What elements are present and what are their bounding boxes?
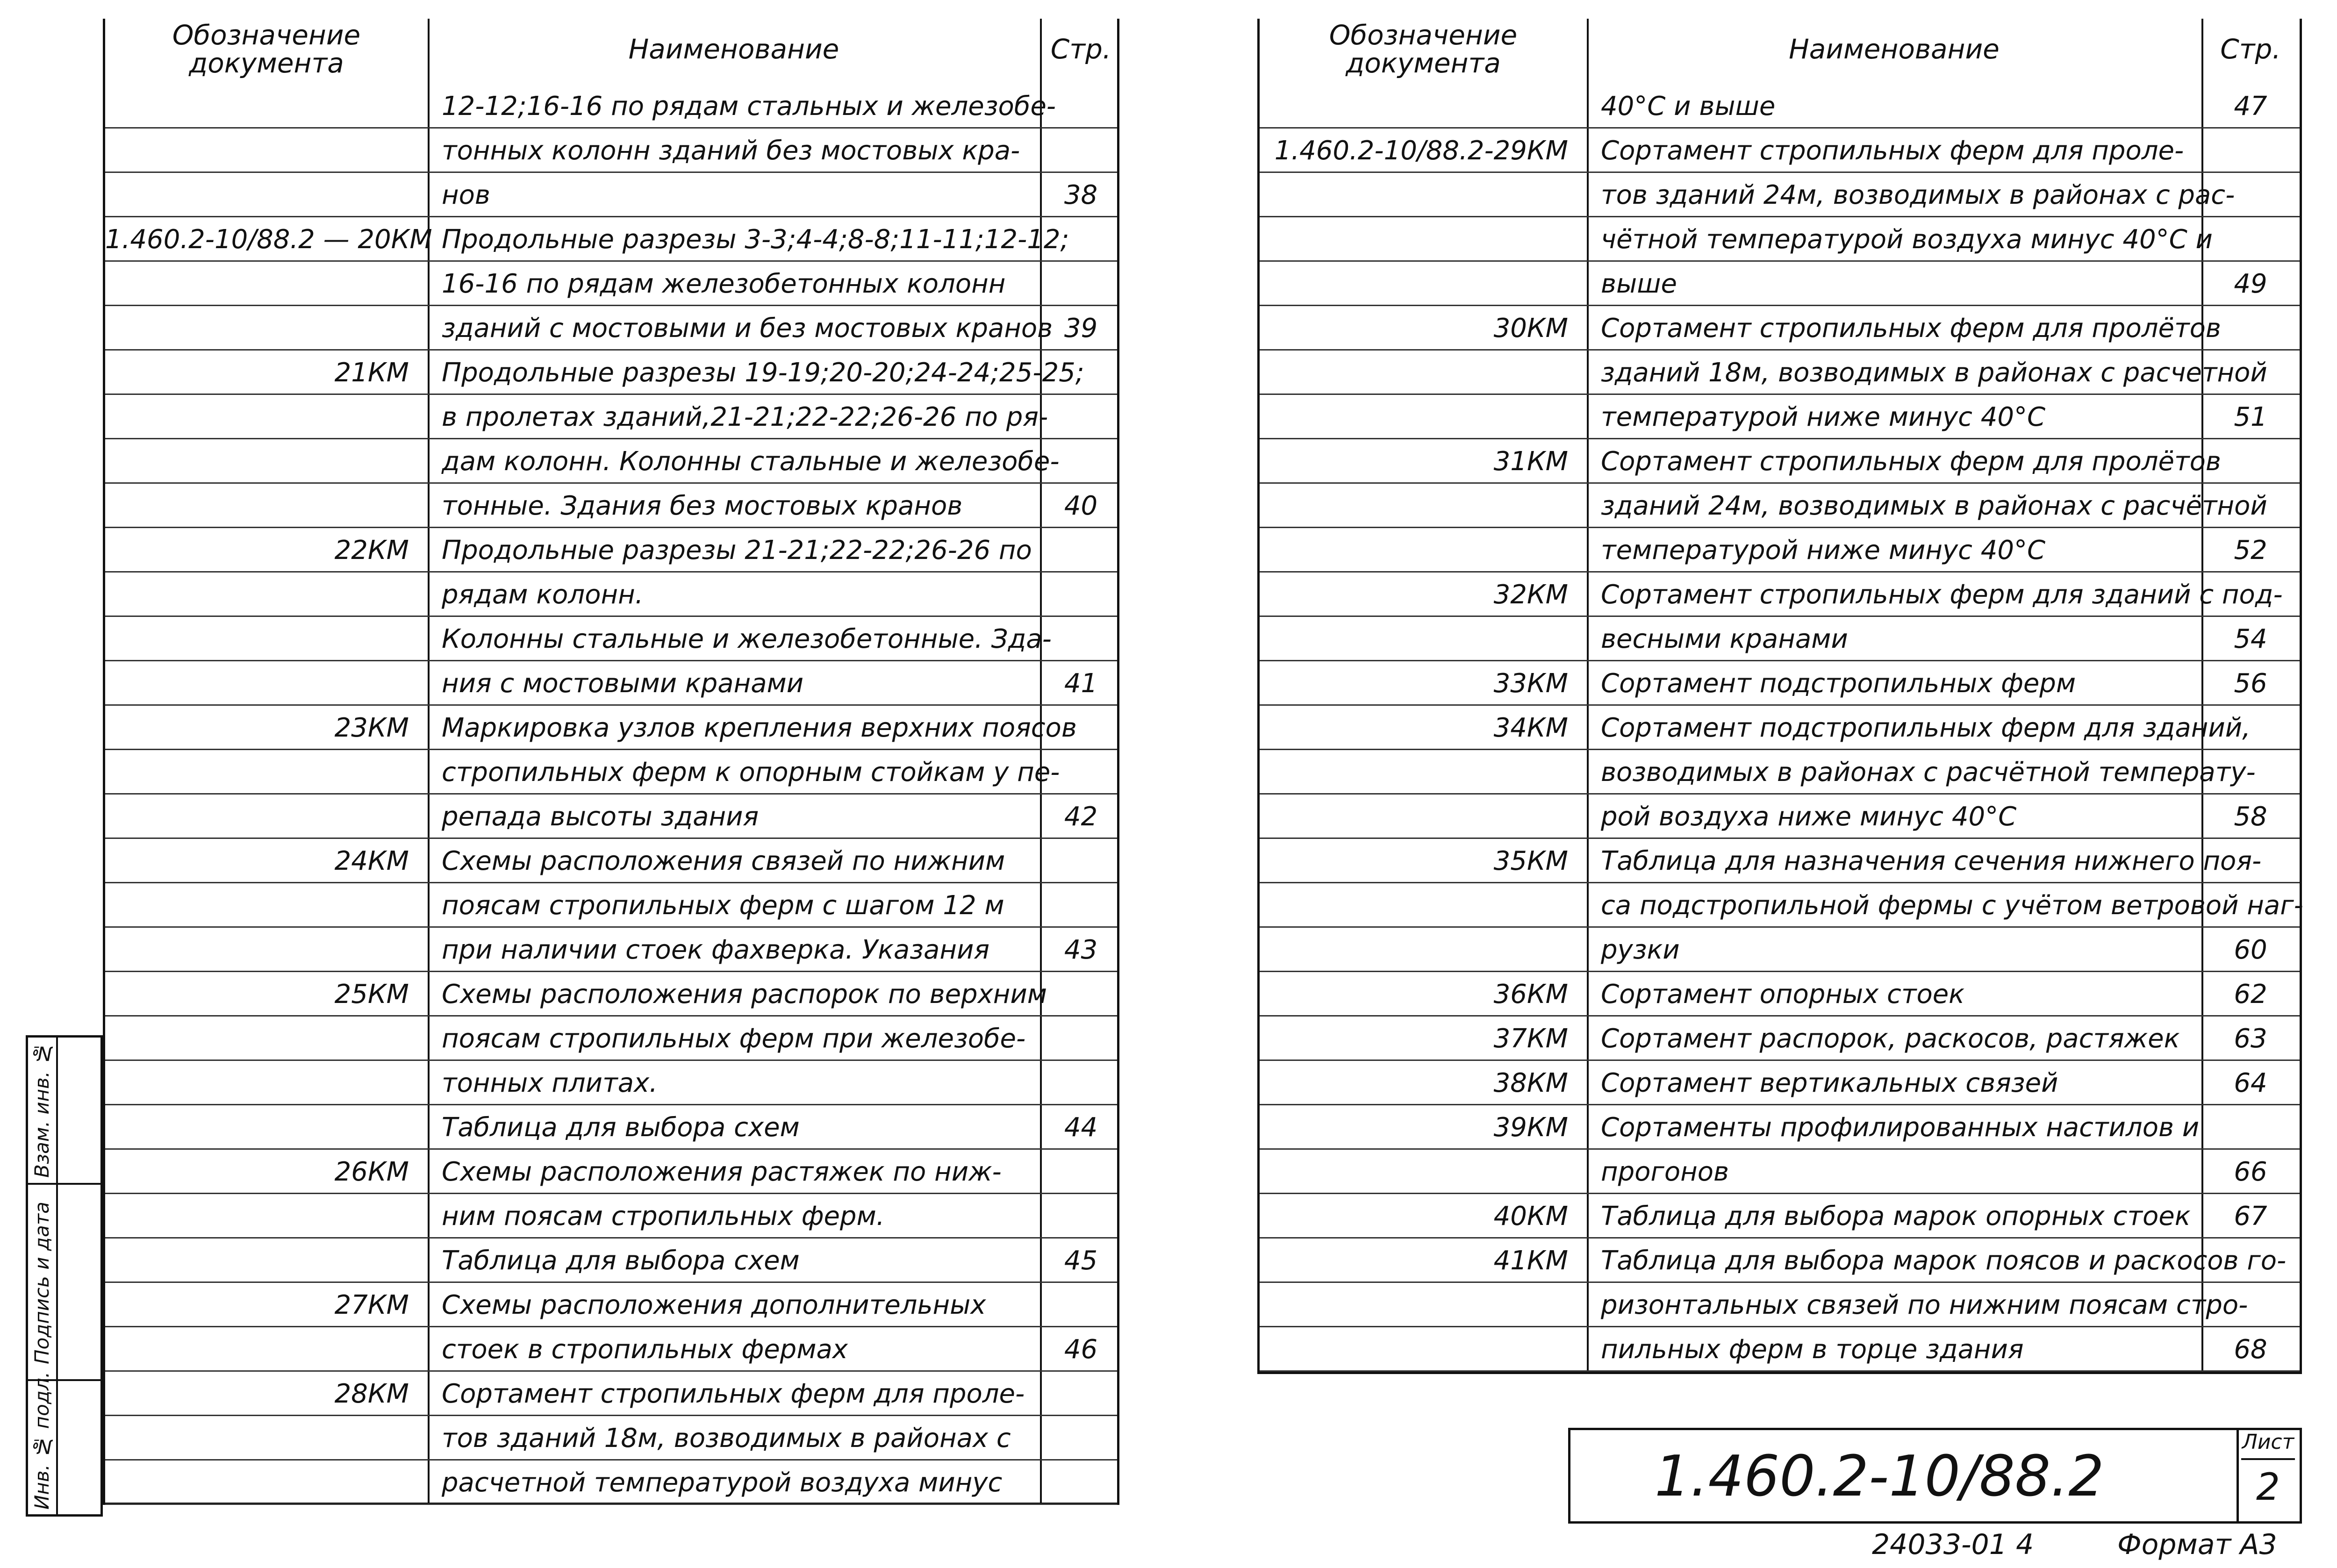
- row-designation: [105, 395, 428, 439]
- table-row: [105, 1194, 1117, 1239]
- row-designation: [1260, 217, 1587, 262]
- row-designation: [105, 84, 428, 129]
- row-designation: 23КМ: [334, 713, 409, 743]
- row-page: [2201, 173, 2300, 217]
- row-designation: [105, 262, 428, 306]
- row-designation: [105, 1194, 428, 1239]
- table-row: [105, 439, 1117, 484]
- table-row: [1260, 661, 2300, 706]
- row-page: [1040, 750, 1122, 795]
- row-page: [1040, 883, 1122, 928]
- row-page: [1040, 351, 1122, 395]
- row-name: Сортамент подстропильных ферм для зданий,: [1601, 713, 2251, 743]
- row-designation: [105, 883, 428, 928]
- row-page: 51: [2234, 402, 2267, 432]
- sheet-label: Лист: [2241, 1430, 2295, 1460]
- row-designation: [1260, 750, 1587, 795]
- header-page: Стр.: [1050, 33, 1111, 65]
- table-row: [105, 972, 1117, 1017]
- table-row: [1260, 306, 2300, 351]
- left-contents-table: [103, 19, 1119, 1505]
- row-name: Таблица для выбора схем: [442, 1112, 800, 1143]
- table-row: [105, 883, 1117, 928]
- table-row: [1260, 617, 2300, 661]
- row-designation: [105, 129, 428, 173]
- row-designation: 32КМ: [1493, 580, 1568, 610]
- row-page: [2201, 351, 2300, 395]
- row-name: Таблица для назначения сечения нижнего поя-: [1601, 846, 2262, 876]
- table-row: [1260, 883, 2303, 928]
- row-page: 60: [2234, 935, 2267, 965]
- table-row: [1260, 1061, 2300, 1105]
- row-name: Сортамент стропильных ферм для пролётов: [1601, 313, 2221, 344]
- row-name: весными кранами: [1601, 624, 1848, 654]
- row-designation: 34КМ: [1493, 713, 1568, 743]
- row-name: са подстропильной фермы с учётом ветровой наг-: [1601, 890, 2303, 921]
- table-row: [105, 750, 1117, 795]
- row-designation: [105, 795, 428, 839]
- header-designation: Обозначение документа: [1329, 19, 1518, 79]
- table-row: [1260, 928, 2300, 972]
- row-designation: 31КМ: [1493, 446, 1568, 477]
- row-page: [1040, 573, 1122, 617]
- table-row: [1260, 750, 2300, 795]
- row-name: пильных ферм в торце здания: [1601, 1334, 2024, 1365]
- row-name: Продольные разрезы 19-19;20-20;24-24;25-25;: [442, 358, 1084, 388]
- row-page: 66: [2234, 1157, 2267, 1187]
- table-row: [1260, 839, 2300, 883]
- row-designation: [105, 617, 428, 661]
- table-row: [105, 528, 1117, 573]
- row-page: [1040, 839, 1122, 883]
- row-page: 62: [2234, 979, 2267, 1010]
- row-name: зданий 24м, возводимых в районах с расчётной: [1601, 491, 2267, 521]
- row-page: 39: [1064, 313, 1098, 344]
- row-designation: [105, 439, 428, 484]
- archive-number: 24033-01 4: [1872, 1528, 2034, 1561]
- row-page: 68: [2234, 1334, 2267, 1365]
- row-designation: [1260, 928, 1587, 972]
- row-name: расчетной температурой воздуха минус: [442, 1468, 1003, 1498]
- row-name: Сортамент стропильных ферм для проле-: [1601, 136, 2184, 166]
- row-designation: 1.460.2-10/88.2-29КМ: [1274, 136, 1568, 166]
- row-page: 38: [1064, 180, 1098, 210]
- row-designation: 30КМ: [1493, 313, 1568, 344]
- row-page: 63: [2234, 1024, 2267, 1054]
- row-name: тов зданий 24м, возводимых в районах с рас-: [1601, 180, 2235, 210]
- row-page: [1040, 439, 1122, 484]
- document-code: 1.460.2-10/88.2: [1655, 1444, 2104, 1509]
- row-designation: 38КМ: [1493, 1068, 1568, 1098]
- row-designation: 27КМ: [334, 1290, 409, 1320]
- table-row: [105, 1105, 1117, 1150]
- table-row: [105, 839, 1117, 883]
- row-name: выше: [1601, 269, 1677, 299]
- row-name: Продольные разрезы 21-21;22-22;26-26 по: [442, 535, 1032, 566]
- table-row: [1260, 217, 2300, 262]
- row-name: стоек в стропильных фермах: [442, 1334, 848, 1365]
- row-designation: 39КМ: [1493, 1112, 1568, 1143]
- row-page: 67: [2234, 1201, 2267, 1231]
- row-page: [2201, 706, 2300, 750]
- header-page: Стр.: [2220, 33, 2281, 65]
- row-name: стропильных ферм к опорным стойкам у пе-: [442, 757, 1060, 788]
- row-designation: [1260, 351, 1587, 395]
- table-row: [1260, 173, 2300, 217]
- table-row: [105, 173, 1117, 217]
- row-page: [2201, 573, 2300, 617]
- row-page: 41: [1064, 668, 1098, 699]
- row-page: 47: [2234, 91, 2267, 122]
- row-page: 42: [1064, 802, 1098, 832]
- row-name: репада высоты здания: [442, 802, 759, 832]
- row-page: 64: [2234, 1068, 2267, 1098]
- table-row: [105, 484, 1117, 528]
- table-row: [105, 306, 1117, 351]
- row-page: [2201, 1105, 2300, 1150]
- row-page: 52: [2234, 535, 2267, 566]
- header-name: Наименование: [628, 33, 839, 65]
- row-name: Схемы расположения растяжек по ниж-: [442, 1157, 1002, 1187]
- row-name: 40°С и выше: [1601, 91, 1776, 122]
- row-page: [1040, 706, 1122, 750]
- row-designation: 22КМ: [334, 535, 409, 566]
- row-page: [2201, 439, 2300, 484]
- row-designation: [105, 1105, 428, 1150]
- row-name: тонных плитах.: [442, 1068, 658, 1098]
- sheet-number: 2: [2256, 1465, 2280, 1509]
- replaces-inv-label: Взам. инв. №: [30, 1042, 53, 1178]
- table-row: [1260, 129, 2300, 173]
- table-row: [1260, 1283, 2300, 1327]
- row-designation: [105, 1061, 428, 1105]
- row-designation: [105, 1416, 428, 1461]
- table-row: [105, 262, 1117, 306]
- row-page: [2201, 129, 2300, 173]
- row-designation: [1260, 883, 1587, 928]
- row-designation: [105, 661, 428, 706]
- table-row: [1260, 262, 2300, 306]
- table-row: [105, 1017, 1117, 1061]
- row-designation: [105, 1461, 428, 1505]
- row-page: [2201, 883, 2300, 928]
- table-row: [105, 1239, 1117, 1283]
- table-row: [1260, 528, 2300, 573]
- row-name: Схемы расположения связей по нижним: [442, 846, 1005, 876]
- row-page: [1040, 1194, 1122, 1239]
- table-row: [1260, 395, 2300, 439]
- row-page: [1040, 1061, 1122, 1105]
- row-designation: 24КМ: [334, 846, 409, 876]
- row-page: [1040, 1017, 1122, 1061]
- row-name: Схемы расположения распорок по верхним: [442, 979, 1047, 1010]
- row-designation: [105, 750, 428, 795]
- table-row: [105, 617, 1117, 661]
- row-page: [1040, 1150, 1122, 1194]
- table-row: [1260, 1150, 2300, 1194]
- inv-original-label: Инв. № подл.: [30, 1371, 53, 1510]
- row-designation: 41КМ: [1493, 1246, 1568, 1276]
- table-row: [1260, 1327, 2300, 1372]
- row-page: [1040, 528, 1122, 573]
- table-row: [1260, 1239, 2300, 1283]
- row-designation: [1260, 173, 1587, 217]
- row-page: [2201, 1239, 2300, 1283]
- row-designation: [105, 173, 428, 217]
- title-block-divider: [2237, 1430, 2239, 1521]
- row-name: чётной температурой воздуха минус 40°С и: [1601, 224, 2213, 255]
- row-name: Сортамент стропильных ферм для проле-: [442, 1379, 1025, 1409]
- table-row: [105, 1461, 1117, 1505]
- row-page: [2201, 839, 2300, 883]
- row-page: 44: [1064, 1112, 1098, 1143]
- row-name: Таблица для выбора марок опорных стоек: [1601, 1201, 2191, 1231]
- table-row: [105, 1327, 1117, 1372]
- table-row: [1260, 795, 2300, 839]
- row-name: тов зданий 18м, возводимых в районах с: [442, 1423, 1011, 1453]
- row-name: зданий с мостовыми и без мостовых кранов: [442, 313, 1053, 344]
- row-page: [1040, 1372, 1122, 1416]
- row-designation: [1260, 395, 1587, 439]
- row-name: дам колонн. Колонны стальные и железобе-: [442, 446, 1060, 477]
- title-block: [1568, 1428, 2302, 1524]
- row-page: [1040, 395, 1122, 439]
- row-page: 45: [1064, 1246, 1098, 1276]
- row-page: [1040, 1416, 1122, 1461]
- table-row: [1260, 706, 2300, 750]
- table-row: [1260, 84, 2300, 129]
- row-name: температурой ниже минус 40°С: [1601, 402, 2046, 432]
- row-name: зданий 18м, возводимых в районах с расчетной: [1601, 358, 2267, 388]
- header-designation: Обозначение документа: [172, 19, 361, 79]
- row-page: 40: [1064, 491, 1098, 521]
- row-designation: 1.460.2-10/88.2 — 20КМ: [105, 224, 432, 255]
- row-name: тонных колонн зданий без мостовых кра-: [442, 136, 1020, 166]
- row-name: Таблица для выбора схем: [442, 1246, 800, 1276]
- format-label: Формат А3: [2117, 1528, 2277, 1561]
- row-name: возводимых в районах с расчётной температу-: [1601, 757, 2256, 788]
- table-row: [1260, 484, 2300, 528]
- table-header: [105, 19, 1117, 84]
- row-name: Маркировка узлов крепления верхних поясов: [442, 713, 1077, 743]
- row-page: 46: [1064, 1334, 1098, 1365]
- row-designation: [1260, 484, 1587, 528]
- row-designation: [105, 1327, 428, 1372]
- row-designation: 35КМ: [1493, 846, 1568, 876]
- row-name: при наличии стоек фахверка. Указания: [442, 935, 990, 965]
- row-name: Схемы расположения дополнительных: [442, 1290, 986, 1320]
- side-stamp: [26, 1035, 103, 1517]
- row-page: 49: [2234, 269, 2267, 299]
- row-page: 54: [2234, 624, 2267, 654]
- table-row: [105, 1416, 1117, 1461]
- row-page: 56: [2234, 668, 2267, 699]
- row-designation: [105, 1239, 428, 1283]
- row-designation: [1260, 795, 1587, 839]
- signature-date-label: Подпись и дата: [30, 1202, 53, 1364]
- table-row: [105, 706, 1117, 750]
- table-row: [105, 217, 1117, 262]
- row-name: Сортамент подстропильных ферм: [1601, 668, 2076, 699]
- row-name: Сортамент распорок, раскосов, растяжек: [1601, 1024, 2180, 1054]
- row-designation: 21КМ: [334, 358, 409, 388]
- row-page: [1040, 617, 1122, 661]
- table-row: [1260, 1017, 2300, 1061]
- row-designation: [1260, 617, 1587, 661]
- table-row: [105, 928, 1117, 972]
- row-name: Таблица для выбора марок поясов и раскосов го-: [1601, 1246, 2287, 1276]
- row-name: 16-16 по рядам железобетонных колонн: [442, 269, 1006, 299]
- row-designation: [105, 306, 428, 351]
- row-page: [2201, 484, 2300, 528]
- row-name: ризонтальных связей по нижним поясам стро-: [1601, 1290, 2248, 1320]
- row-page: [1040, 1283, 1122, 1327]
- table-row: [105, 351, 1117, 395]
- right-contents-table: [1257, 19, 2302, 1374]
- table-row: [105, 795, 1117, 839]
- row-page: 58: [2234, 802, 2267, 832]
- row-designation: 33КМ: [1493, 668, 1568, 699]
- row-name: Сортамент вертикальных связей: [1601, 1068, 2058, 1098]
- row-name: тонные. Здания без мостовых кранов: [442, 491, 963, 521]
- row-designation: [1260, 84, 1587, 129]
- row-name: нов: [442, 180, 490, 210]
- table-row: [105, 395, 1117, 439]
- table-row: [105, 129, 1117, 173]
- row-name: Сортамент опорных стоек: [1601, 979, 1964, 1010]
- row-designation: 28КМ: [334, 1379, 409, 1409]
- row-name: поясам стропильных ферм с шагом 12 м: [442, 890, 1004, 921]
- row-name: прогонов: [1601, 1157, 1729, 1187]
- row-designation: [105, 484, 428, 528]
- row-designation: [1260, 1150, 1587, 1194]
- header-name: Наименование: [1789, 33, 2000, 65]
- row-page: [1040, 1461, 1122, 1505]
- row-name: температурой ниже минус 40°С: [1601, 535, 2046, 566]
- table-row: [105, 573, 1117, 617]
- table-row: [1260, 573, 2300, 617]
- table-row: [105, 661, 1117, 706]
- row-designation: [1260, 262, 1587, 306]
- table-row: [105, 84, 1117, 129]
- row-page: [2201, 306, 2300, 351]
- row-designation: [105, 1017, 428, 1061]
- row-designation: 37КМ: [1493, 1024, 1568, 1054]
- row-page: [1040, 262, 1122, 306]
- table-header: [1260, 19, 2300, 84]
- row-designation: [105, 573, 428, 617]
- row-page: [2201, 750, 2300, 795]
- row-page: [1040, 217, 1122, 262]
- row-page: [2201, 217, 2300, 262]
- row-name: рядам колонн.: [442, 580, 644, 610]
- row-name: Сортамент стропильных ферм для пролётов: [1601, 446, 2221, 477]
- row-designation: 36КМ: [1493, 979, 1568, 1010]
- row-designation: [105, 928, 428, 972]
- row-name: ния с мостовыми кранами: [442, 668, 804, 699]
- table-row: [1260, 972, 2300, 1017]
- table-row: [105, 1372, 1117, 1416]
- table-row: [105, 1150, 1117, 1194]
- row-designation: [1260, 1327, 1587, 1372]
- row-name: Продольные разрезы 3-3;4-4;8-8;11-11;12-12;: [442, 224, 1069, 255]
- row-name: поясам стропильных ферм при железобе-: [442, 1024, 1026, 1054]
- row-name: Сортамент стропильных ферм для зданий с под-: [1601, 580, 2283, 610]
- row-name: рой воздуха ниже минус 40°С: [1601, 802, 2017, 832]
- row-name: Колонны стальные и железобетонные. Зда-: [442, 624, 1052, 654]
- row-page: [2201, 1283, 2300, 1327]
- table-row: [105, 1283, 1117, 1327]
- row-name: рузки: [1601, 935, 1680, 965]
- table-row: [1260, 439, 2300, 484]
- row-designation: 25КМ: [334, 979, 409, 1010]
- table-row: [1260, 1194, 2300, 1239]
- row-designation: [1260, 1283, 1587, 1327]
- row-page: [1040, 84, 1122, 129]
- row-name: 12-12;16-16 по рядам стальных и железобе-: [442, 91, 1056, 122]
- row-name: ним поясам стропильных ферм.: [442, 1201, 885, 1231]
- row-designation: 26КМ: [334, 1157, 409, 1187]
- table-row: [1260, 1105, 2300, 1150]
- row-designation: [1260, 528, 1587, 573]
- row-designation: 40КМ: [1493, 1201, 1568, 1231]
- row-page: [1040, 972, 1122, 1017]
- table-row: [1260, 351, 2300, 395]
- table-row: [105, 1061, 1117, 1105]
- row-page: 43: [1064, 935, 1098, 965]
- row-name: в пролетах зданий,21-21;22-22;26-26 по ря-: [442, 402, 1048, 432]
- row-name: Сортаменты профилированных настилов и: [1601, 1112, 2200, 1143]
- row-page: [1040, 129, 1122, 173]
